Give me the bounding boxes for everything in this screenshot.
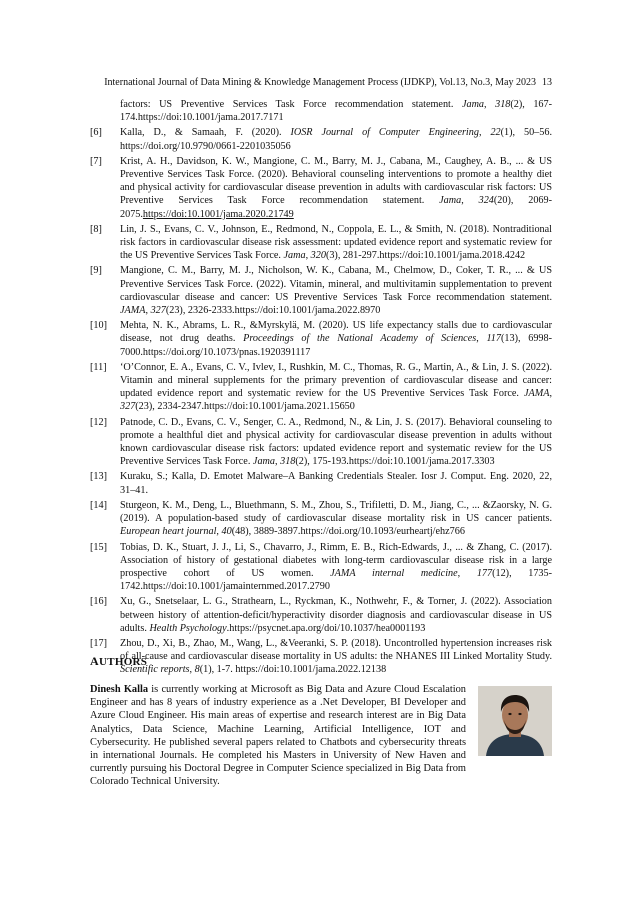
- reference-text: Patnode, C. D., Evans, C. V., Senger, C. A., Redmond, N., & Lin, J. S. (2017). Behavioral counseling to promote a healthful diet and physical activity for cardiovascular disease prevention in adults without known cardiovascular disease risk factors: updated evidence report and systematic review for the US Preventive Services Task Force.: [120, 416, 552, 468]
- reference-text: (1), 1-7. https://doi:10.1001/jama.2022.12138: [199, 664, 387, 676]
- reference-journal-italic: 327: [150, 305, 166, 317]
- reference-number: [14]: [90, 499, 107, 511]
- reference-text: Mehta, N. K., Abrams, L. R., &Myrskylä, M. (2020). US life expectancy stalls due to cardiovascular disease, not drug deaths.: [120, 320, 552, 345]
- reference-text: ,: [549, 388, 552, 400]
- reference-journal-italic: Jama: [283, 250, 306, 262]
- reference-number: [8]: [90, 223, 102, 235]
- page-number: 13: [542, 77, 552, 88]
- reference-item: [90, 98, 552, 124]
- reference-number: [15]: [90, 541, 107, 553]
- reference-number: [10]: [90, 320, 107, 332]
- reference-text: ‘O’Connor, E. A., Evans, C. V., Ivlev, I., Rushkin, M. C., Thomas, R. G., Martin, A., & Lin, J. S. (2022). Vitamin and mineral supplements for the primary prevention of cardiovascular disease and cancer: updated evidence report and systematic review for the US Preventive Services Task Force.: [120, 361, 552, 400]
- author-bio: [90, 683, 466, 789]
- reference-text: Zhou, D., Xi, B., Zhao, M., Wang, L., &Veeranki, S. P. (2018). Uncontrolled hypertension increases risk of all-cause and cardiovascular disease mortality in US adults: the NHANES III Linked Mortality Study.: [120, 637, 552, 663]
- reference-text: ,: [457, 567, 477, 579]
- reference-text: Mangione, C. M., Barry, M. J., Nicholson, W. K., Cabana, M., Chelmow, D., Coker, T. R., ... & US Preventive Services Task Force. (2022). Vitamin, mineral, and multivitamin supplementation to prevent cardiovascular disease and cancer: US Preventive Services Task Force recommendation statement.: [120, 265, 552, 303]
- reference-number: [9]: [90, 265, 102, 277]
- reference-item: [90, 319, 552, 359]
- reference-number: [12]: [90, 416, 107, 428]
- reference-text: ,: [484, 99, 496, 110]
- author-name: Dinesh Kalla: [90, 684, 149, 695]
- authors-heading: [90, 654, 147, 669]
- reference-text: .https://psycnet.apa.org/doi/10.1037/hea0001193: [226, 622, 426, 634]
- reference-journal-italic: JAMA: [120, 305, 146, 317]
- reference-text: (3), 281-297.https://doi:10.1001/jama.2018.4242: [325, 250, 526, 262]
- authors-heading-initial: A: [90, 654, 99, 668]
- reference-item: [90, 595, 552, 635]
- reference-journal-italic: 40: [221, 526, 232, 538]
- reference-text: (2), 167-174.https://doi:10.1001/jama.2017.7171: [120, 99, 553, 124]
- reference-item: [90, 223, 552, 263]
- reference-text: ,: [189, 664, 195, 676]
- reference-list: [90, 98, 552, 679]
- reference-link[interactable]: https://doi:10.1001/jama.2020.21749: [142, 208, 294, 220]
- reference-text: factors: US Preventive Services Task Force recommendation statement.: [120, 99, 462, 110]
- reference-journal-italic: Scientific reports: [120, 664, 190, 676]
- reference-item: [90, 416, 552, 469]
- reference-item: [90, 264, 552, 317]
- reference-text: Krist, A. H., Davidson, K. W., Mangione, C. M., Barry, M. J., Cabana, M., Caughey, A. B., ... & US Preventive Services Task Force. (2020). Behavioral counseling interventions to promote a healthy diet and physical activity for cardiovascular disease prevention in adults with cardiovascular risk factors: US Preventive Services Task Force recommendation statement.: [120, 155, 552, 207]
- author-photo: [478, 686, 552, 756]
- reference-journal-italic: JAMA: [523, 388, 550, 400]
- journal-citation: International Journal of Data Mining & Knowledge Management Process (IJDKP), Vol.13, No.3, May 2023: [104, 77, 536, 88]
- reference-journal-italic: JAMA internal medicine: [330, 567, 458, 579]
- reference-item: [90, 126, 552, 152]
- reference-text: (48), 3889-3897.https://doi.org/10.1093/eurheartj/ehz766: [231, 526, 465, 538]
- reference-journal-italic: 22: [490, 127, 501, 139]
- reference-item: [90, 470, 552, 496]
- reference-item: [90, 637, 552, 677]
- author-portrait-image: [478, 686, 552, 756]
- reference-journal-italic: Jama: [252, 456, 275, 468]
- reference-number: [6]: [90, 127, 102, 139]
- reference-journal-italic: IOSR Journal of Computer Engineering: [290, 127, 479, 139]
- reference-text: Kuraku, S.; Kalla, D. Emotet Malware–A Banking Credentials Stealer. Iosr J. Comput. Eng. 2020, 22, 31–41.: [120, 471, 552, 496]
- author-bio-text: is currently working at Microsoft as Big Data and Azure Cloud Escalation Engineer and has 8 years of industry experience as a .Net Developer, BI Developer and Azure Cloud Engineer. His main areas of expertise and research interest are in Big Data Analytics, Data Science, Machine Learning, Artificial Intelligence, IOT and Cybersecurity. He published several papers related to Chatbots and cybersecurity threats in international Journals. He completed his Masters in University of New Haven and currently pursuing his Doctoral Degree in Computer Science specialized in Big Data from Colorado Technical University.: [90, 684, 466, 788]
- reference-journal-italic: 327: [120, 401, 136, 413]
- reference-text: Tobias, D. K., Stuart, J. J., Li, S., Chavarro, J., Rimm, E. B., Rich-Edwards, J., ... & Zhang, C. (2017). Association of history of gestational diabetes with long-term cardiovascular disease risk in a large prospective cohort of US women.: [120, 541, 552, 579]
- reference-text: ,: [305, 250, 311, 262]
- reference-journal-italic: Proceedings of the National Academy of Sciences: [243, 333, 477, 345]
- reference-text: (23), 2334-2347.https://doi:10.1001/jama.2021.15650: [135, 401, 355, 413]
- reference-journal-italic: 8: [194, 664, 200, 676]
- reference-text: Xu, G., Snetselaar, L. G., Strathearn, L., Ryckman, K., Nothwehr, F., & Torner, J. (2022). Association between history of attention-deficit/hyperactivity disorder diagnosis and cardiovascular disease in US adults.: [120, 596, 552, 634]
- reference-text: ,: [476, 333, 487, 345]
- reference-journal-italic: Jama: [461, 99, 485, 110]
- reference-number: [7]: [90, 155, 102, 167]
- reference-item: [90, 155, 552, 221]
- reference-journal-italic: 177: [476, 567, 493, 579]
- reference-number: [11]: [90, 361, 107, 373]
- reference-number: [13]: [90, 471, 107, 483]
- reference-text: (23), 2326-2333.https://doi:10.1001/jama.2022.8970: [165, 305, 381, 317]
- reference-journal-italic: 318: [280, 456, 296, 468]
- reference-text: Lin, J. S., Evans, C. V., Johnson, E., Redmond, N., Coppola, E. L., & Smith, N. (2018). Nontraditional risk factors in cardiovascular disease risk assessment: updated evidence report and systematic review for the US Preventive Services Task Force.: [120, 223, 552, 262]
- reference-text: (12), 1735-1742.https://doi:10.1001/jamainternmed.2017.2790: [120, 567, 552, 593]
- authors-heading-rest: UTHORS: [98, 656, 148, 668]
- reference-text: ,: [216, 526, 222, 538]
- reference-item: [90, 361, 552, 414]
- reference-journal-italic: Health Psychology: [149, 622, 227, 634]
- reference-text: ,: [478, 127, 491, 139]
- reference-text: (13), 6998-7000.https://doi.org/10.1073/pnas.1920391117: [120, 333, 553, 358]
- reference-journal-italic: 318: [495, 99, 511, 110]
- reference-text: ,: [145, 305, 151, 317]
- reference-item: [90, 541, 552, 594]
- reference-journal-italic: European heart journal: [120, 526, 217, 538]
- reference-text: (1), 50–56. https://doi.org/10.9790/0661-2201035056: [120, 127, 553, 152]
- reference-number: [17]: [90, 637, 107, 649]
- reference-journal-italic: 320: [310, 250, 326, 262]
- reference-journal-italic: 117: [486, 333, 501, 345]
- reference-text: Kalla, D., & Samaah, F. (2020).: [120, 127, 291, 139]
- reference-text: (20), 2069-2075.: [120, 195, 552, 220]
- reference-journal-italic: 324: [478, 195, 494, 207]
- reference-text: ,: [461, 195, 479, 207]
- reference-text: Sturgeon, K. M., Deng, L., Bluethmann, S. M., Zhou, S., Trifiletti, D. M., Jiang, C., ... &Zaorsky, N. G. (2019). A population-based study of cardiovascular disease mortality risk in US cancer patients.: [120, 499, 552, 525]
- reference-number: [16]: [90, 596, 107, 608]
- reference-journal-italic: Jama: [439, 195, 462, 207]
- reference-item: [90, 499, 552, 539]
- running-header: [90, 76, 552, 89]
- reference-text: ,: [275, 456, 281, 468]
- reference-text: (2), 175-193.https://doi:10.1001/jama.2017.3303: [295, 456, 495, 468]
